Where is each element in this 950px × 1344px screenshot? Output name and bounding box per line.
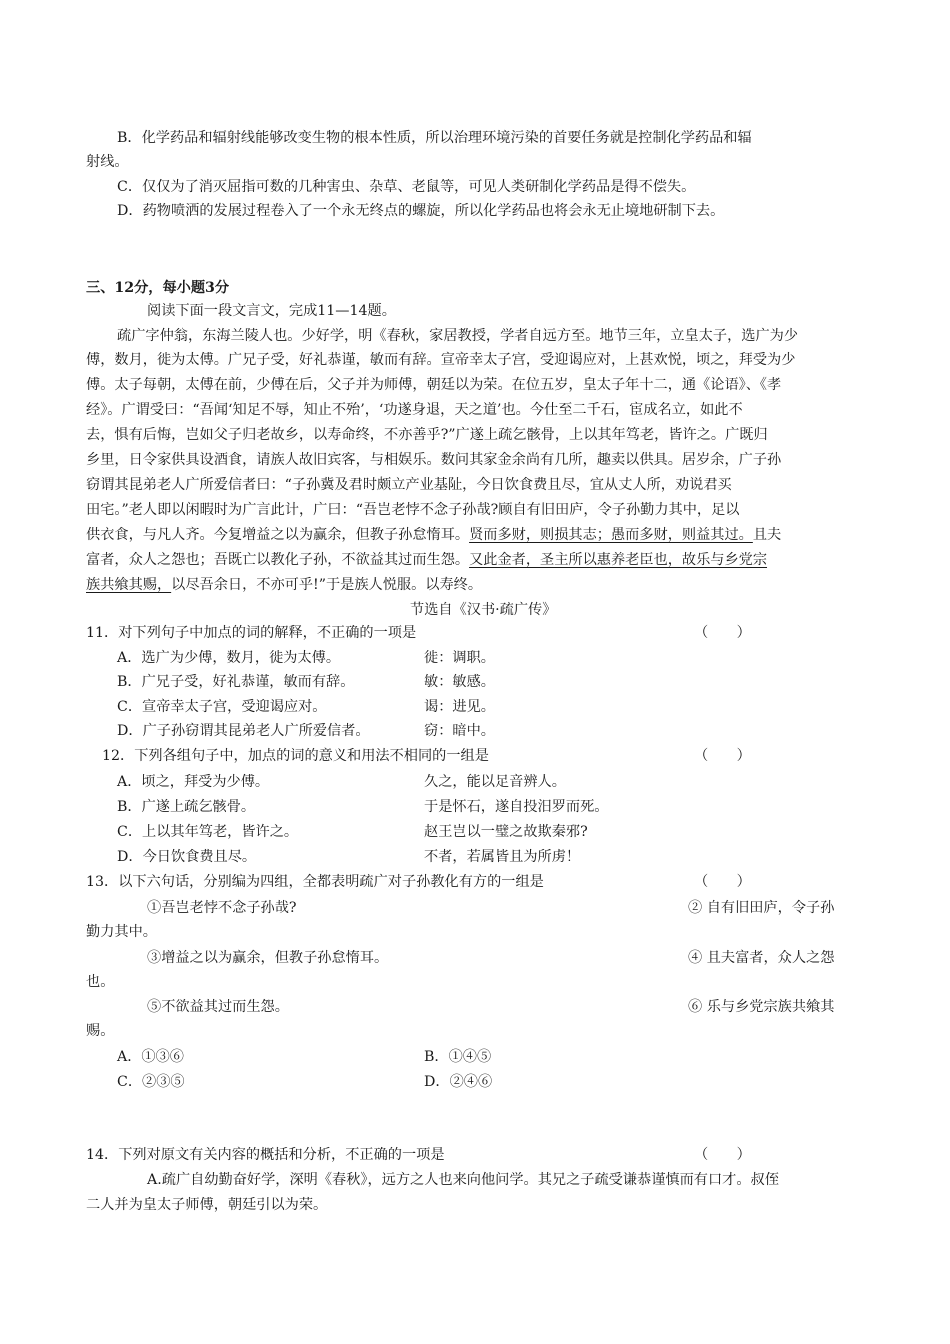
- q12-stem: 12．下列各组句子中，加点的词的意义和用法不相同的一组是: [102, 748, 489, 764]
- q12-option-b-right: 于是怀石，遂自投汨罗而死。: [424, 799, 609, 815]
- q12-option-a-right: 久之，能以足音辨人。: [424, 774, 566, 790]
- q12-option-d-left: D．今日饮食费且尽。: [117, 849, 257, 865]
- passage-line-6: 乡里，日令家供具设酒食，请族人故旧宾客，与相娱乐。数问其家金余尚有几所，趣卖以供具。居岁余，广子孙: [86, 452, 782, 468]
- q13-choice-c: C．②③⑤: [117, 1074, 185, 1090]
- q11-stem: 11．对下列句子中加点的词的解释，不正确的一项是: [86, 625, 417, 641]
- q13-item-4: ④ 且夫富者，众人之怨: [688, 950, 835, 966]
- passage-line-9-plain: 供衣食，与凡人齐。今复增益之以为赢余，但教子孙怠惰耳。: [86, 527, 470, 543]
- q11-answer-blank: （ ）: [694, 625, 751, 641]
- q11-option-b: B．广兄子受，好礼恭谨，敏而有辞。: [117, 674, 355, 690]
- q13-item-3: ③增益之以为赢余，但教子孙怠惰耳。: [147, 950, 389, 966]
- q12-option-c-left: C．上以其年笃老，皆许之。: [117, 824, 299, 840]
- passage-line-2: 傅，数月，徙为太傅。广兄子受，好礼恭谨，敏而有辞。宣帝幸太子宫，受迎谒应对，上甚欢悦，顷之，拜受为少: [86, 352, 796, 368]
- q13-choice-b: B．①④⑤: [424, 1049, 492, 1065]
- q14-option-a-line2: 二人并为皇太子师傅，朝廷引以为荣。: [86, 1197, 328, 1213]
- q10-option-c: C．仅仅为了消灭屈指可数的几种害虫、杂草、老鼠等，可见人类研制化学药品是得不偿失。: [117, 179, 696, 195]
- q13-item-2-wrap: 勤力其中。: [86, 924, 157, 940]
- q14-answer-blank: （ ）: [694, 1147, 751, 1163]
- q13-answer-blank: （ ）: [694, 874, 751, 890]
- passage-line-10: [86, 550, 767, 570]
- q10-option-b-line1: B．化学药品和辐射线能够改变生物的根本性质，所以治理环境污染的首要任务就是控制化学药品和辐: [117, 130, 752, 146]
- q13-stem: 13．以下六句话，分别编为四组，全都表明疏广对子孙教化有方的一组是: [86, 874, 544, 890]
- q12-option-b-left: B．广遂上疏乞骸骨。: [117, 799, 256, 815]
- q13-item-5: ⑤不欲益其过而生怨。: [147, 999, 289, 1015]
- q11-option-c-gloss: 谒：进见。: [424, 699, 495, 715]
- q12-option-a-left: A．顷之，拜受为少傅。: [117, 774, 270, 790]
- passage-underlined-sentence-2-end: 族共飨其赐，: [86, 577, 172, 593]
- passage-line-9-tail: 且夫: [752, 527, 782, 543]
- passage-line-11-tail: 以尽吾余日，不亦可乎!”于是族人悦服。以寿终。: [171, 577, 483, 593]
- q10-option-b-line2: 射线。: [86, 154, 129, 170]
- q11-option-c: C．宣帝幸太子宫，受迎谒应对。: [117, 699, 327, 715]
- passage-underlined-sentence-2: 又此金者，圣主所以惠养老臣也，故乐与乡党宗: [469, 552, 768, 568]
- passage-source: 节选自《汉书·疏广传》: [410, 602, 557, 618]
- q14-stem: 14．下列对原文有关内容的概括和分析，不正确的一项是: [86, 1147, 445, 1163]
- section-heading: 三、12分，每小题3分: [86, 280, 230, 296]
- q13-choice-a: A．①③⑥: [117, 1049, 184, 1065]
- q13-item-6-wrap: 赐。: [86, 1023, 115, 1039]
- q13-item-4-wrap: 也。: [86, 974, 115, 990]
- q13-item-2: ② 自有旧田庐，令子孙: [688, 900, 835, 916]
- passage-line-3: 傅。太子每朝，太傅在前，少傅在后，父子并为师傅，朝廷以为荣。在位五岁，皇太子年十二，通《论语》、《孝: [86, 377, 782, 393]
- q12-option-c-right: 赵王岂以一璧之故欺秦邪?: [424, 824, 588, 840]
- q13-choice-d: D．②④⑥: [424, 1074, 493, 1090]
- passage-line-7: 窃谓其昆弟老人广所爱信者曰：“子孙冀及君时颇立产业基阯，今日饮食费且尽，宜从丈人所，劝说君买: [86, 477, 732, 493]
- q13-item-1: ①吾岂老悖不念子孙哉?: [147, 900, 297, 916]
- q11-option-b-gloss: 敏：敏感。: [424, 674, 495, 690]
- q11-option-a: A．选广为少傅，数月，徙为太傅。: [117, 650, 341, 666]
- passage-line-8: 田宅。”老人即以闲暇时为广言此计，广曰：“吾岂老悖不念子孙哉?顾自有旧田庐，令子孙勤力其中，足以: [86, 502, 740, 518]
- passage-line-10-plain: 富者，众人之怨也；吾既亡以教化子孙，不欲益其过而生怨。: [86, 552, 470, 568]
- passage-underlined-sentence-1: 贤而多财，则损其志；愚而多财，则益其过。: [469, 527, 753, 543]
- q12-option-d-right: 不者，若属皆且为所虏！: [424, 849, 581, 865]
- passage-line-4: 经》。广谓受曰：“吾闻‘知足不辱，知止不殆’，‘功遂身退，天之道’也。今仕至二千石，宦成名立，如此不: [86, 402, 743, 418]
- q14-option-a-line1: A.疏广自幼勤奋好学，深明《春秋》，远方之人也来向他问学。其兄之子疏受谦恭谨慎而有口才。叔侄: [147, 1172, 779, 1188]
- q11-option-d-gloss: 窃：暗中。: [424, 723, 495, 739]
- q11-option-d: D．广子孙窃谓其昆弟老人广所爱信者。: [117, 723, 370, 739]
- passage-line-1: 疏广字仲翁，东海兰陵人也。少好学，明《春秋，家居教授，学者自远方至。地节三年，立皇太子，选广为少: [117, 328, 799, 344]
- q11-option-a-gloss: 徙：调职。: [424, 650, 495, 666]
- passage-line-5: 去，惧有后悔，岂如父子归老故乡，以寿命终，不亦善乎?”广遂上疏乞骸骨，上以其年笃老，皆许之。广既归: [86, 427, 768, 443]
- q10-option-d: D．药物喷洒的发展过程卷入了一个永无终点的螺旋，所以化学药品也将会永无止境地研制下去。: [117, 203, 725, 219]
- passage-line-9: [86, 525, 781, 545]
- passage-line-11: [86, 575, 482, 595]
- q12-answer-blank: （ ）: [694, 748, 751, 764]
- reading-instruction: 阅读下面一段文言文，完成11—14题。: [147, 303, 396, 319]
- q13-item-6: ⑥ 乐与乡党宗族共飨其: [688, 999, 835, 1015]
